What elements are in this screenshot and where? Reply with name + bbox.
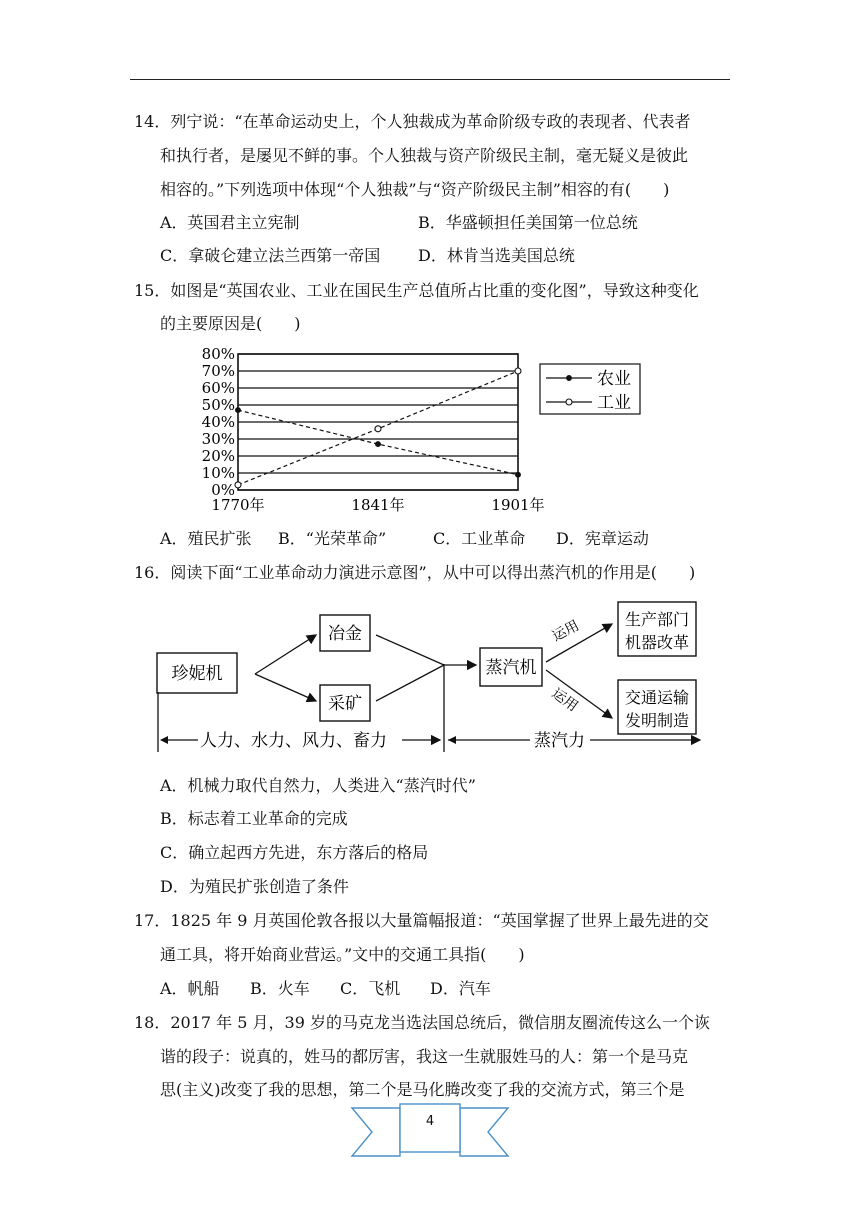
q15-option-b: B．“光荣革命” (278, 529, 387, 548)
q17-option-c: C．飞机 (340, 979, 401, 998)
data-point (236, 408, 241, 413)
q14-line-3: 相容的。”下列选项中体现“个人独裁”与“资产阶级民主制”相容的有( ) (160, 180, 670, 199)
line-metallurgy-merge (376, 635, 444, 665)
label-transport-2: 发明制造 (624, 711, 690, 730)
legend-label: 工业 (597, 393, 631, 413)
q16-option-d: D．为殖民扩张创造了条件 (160, 877, 349, 896)
header-rule (130, 79, 730, 80)
q15-option-d: D．宪章运动 (556, 529, 649, 548)
power-evolution-diagram (150, 598, 710, 758)
data-point (515, 368, 521, 374)
data-point (375, 426, 381, 432)
q16-option-c: C．确立起西方先进，东方落后的格局 (160, 843, 429, 862)
q15-line-2: 的主要原因是( ) (160, 314, 301, 333)
label-steam-power: 蒸汽力 (534, 731, 585, 751)
arrow-to-metallurgy (255, 635, 316, 674)
q17-line-1: 17．1825 年 9 月英国伦敦各报以大量篇幅报道：“英国掌握了世界上最先进的交 (134, 911, 709, 930)
data-point (516, 472, 521, 477)
y-tick-label: 40% (201, 413, 235, 431)
q14-option-c: C．拿破仑建立法兰西第一帝国 (160, 246, 381, 265)
page-number: 4 (425, 1114, 435, 1129)
y-tick-label: 10% (201, 464, 235, 482)
label-apply-1: 运用 (549, 617, 582, 645)
q14-option-b: B．华盛顿担任美国第一位总统 (418, 213, 638, 232)
x-tick-label: 1901年 (491, 496, 545, 514)
q16-line-1: 16．阅读下面“工业革命动力演进示意图”，从中可以得出蒸汽机的作用是( ) (134, 563, 696, 582)
line-mining-merge (376, 665, 444, 701)
data-point (376, 442, 381, 447)
q17-option-a: A．帆船 (160, 979, 220, 998)
q14-option-a: A．英国君主立宪制 (160, 213, 300, 232)
arrow-to-mining (255, 674, 316, 701)
y-tick-label: 60% (201, 379, 235, 397)
y-tick-label: 70% (201, 362, 235, 380)
label-production-2: 机器改革 (624, 633, 690, 652)
q18-line-1: 18．2017 年 5 月，39 岁的马克龙当选法国总统后，微信朋友圈流传这么一个诙 (134, 1013, 710, 1032)
q16-option-a: A．机械力取代自然力，人类进入“蒸汽时代” (160, 776, 476, 795)
y-tick-label: 80% (201, 345, 235, 363)
y-tick-label: 50% (201, 396, 235, 414)
label-spinning-jenny: 珍妮机 (171, 664, 223, 684)
q14-line-2: 和执行者，是屡见不鲜的事。个人独裁与资产阶级民主制，毫无疑义是彼此 (160, 146, 689, 165)
q18-line-3: 思(主义)改变了我的思想，第二个是马化腾改变了我的交流方式，第三个是 (160, 1080, 685, 1099)
q14-line-1: 14．列宁说：“在革命运动史上，个人独裁成为革命阶级专政的表现者、代表者 (134, 112, 691, 131)
q16-option-b: B．标志着工业革命的完成 (160, 809, 348, 828)
q15-option-c: C．工业革命 (433, 529, 526, 548)
q17-line-2: 通工具，将开始商业营运。”文中的交通工具指( ) (160, 945, 525, 964)
label-transport-1: 交通运输 (624, 688, 690, 707)
label-natural-power: 人力、水力、风力、畜力 (200, 731, 387, 751)
label-production-1: 生产部门 (624, 610, 690, 629)
x-tick-label: 1841年 (351, 496, 405, 514)
label-mining: 采矿 (328, 694, 362, 714)
legend-label: 农业 (597, 369, 631, 389)
agri-industry-chart (190, 340, 650, 520)
y-tick-label: 20% (201, 447, 235, 465)
q15-line-1: 15．如图是“英国农业、工业在国民生产总值所占比重的变化图”，导致这种变化 (134, 281, 699, 300)
q17-option-b: B．火车 (250, 979, 310, 998)
legend-marker (567, 376, 572, 381)
q18-line-2: 谐的段子：说真的，姓马的都厉害，我这一生就服姓马的人：第一个是马克 (160, 1047, 689, 1066)
legend-marker (566, 399, 572, 405)
label-steam-engine: 蒸汽机 (485, 658, 537, 678)
q17-option-d: D．汽车 (430, 979, 491, 998)
q14-option-d: D．林肯当选美国总统 (418, 246, 575, 265)
page-number-ribbon (350, 1100, 510, 1164)
y-tick-label: 0% (211, 481, 235, 499)
data-point (235, 482, 241, 488)
label-metallurgy: 冶金 (328, 624, 362, 644)
label-apply-2: 运用 (548, 685, 581, 715)
q15-option-a: A．殖民扩张 (160, 529, 252, 548)
x-tick-label: 1770年 (211, 496, 265, 514)
y-tick-label: 30% (201, 430, 235, 448)
